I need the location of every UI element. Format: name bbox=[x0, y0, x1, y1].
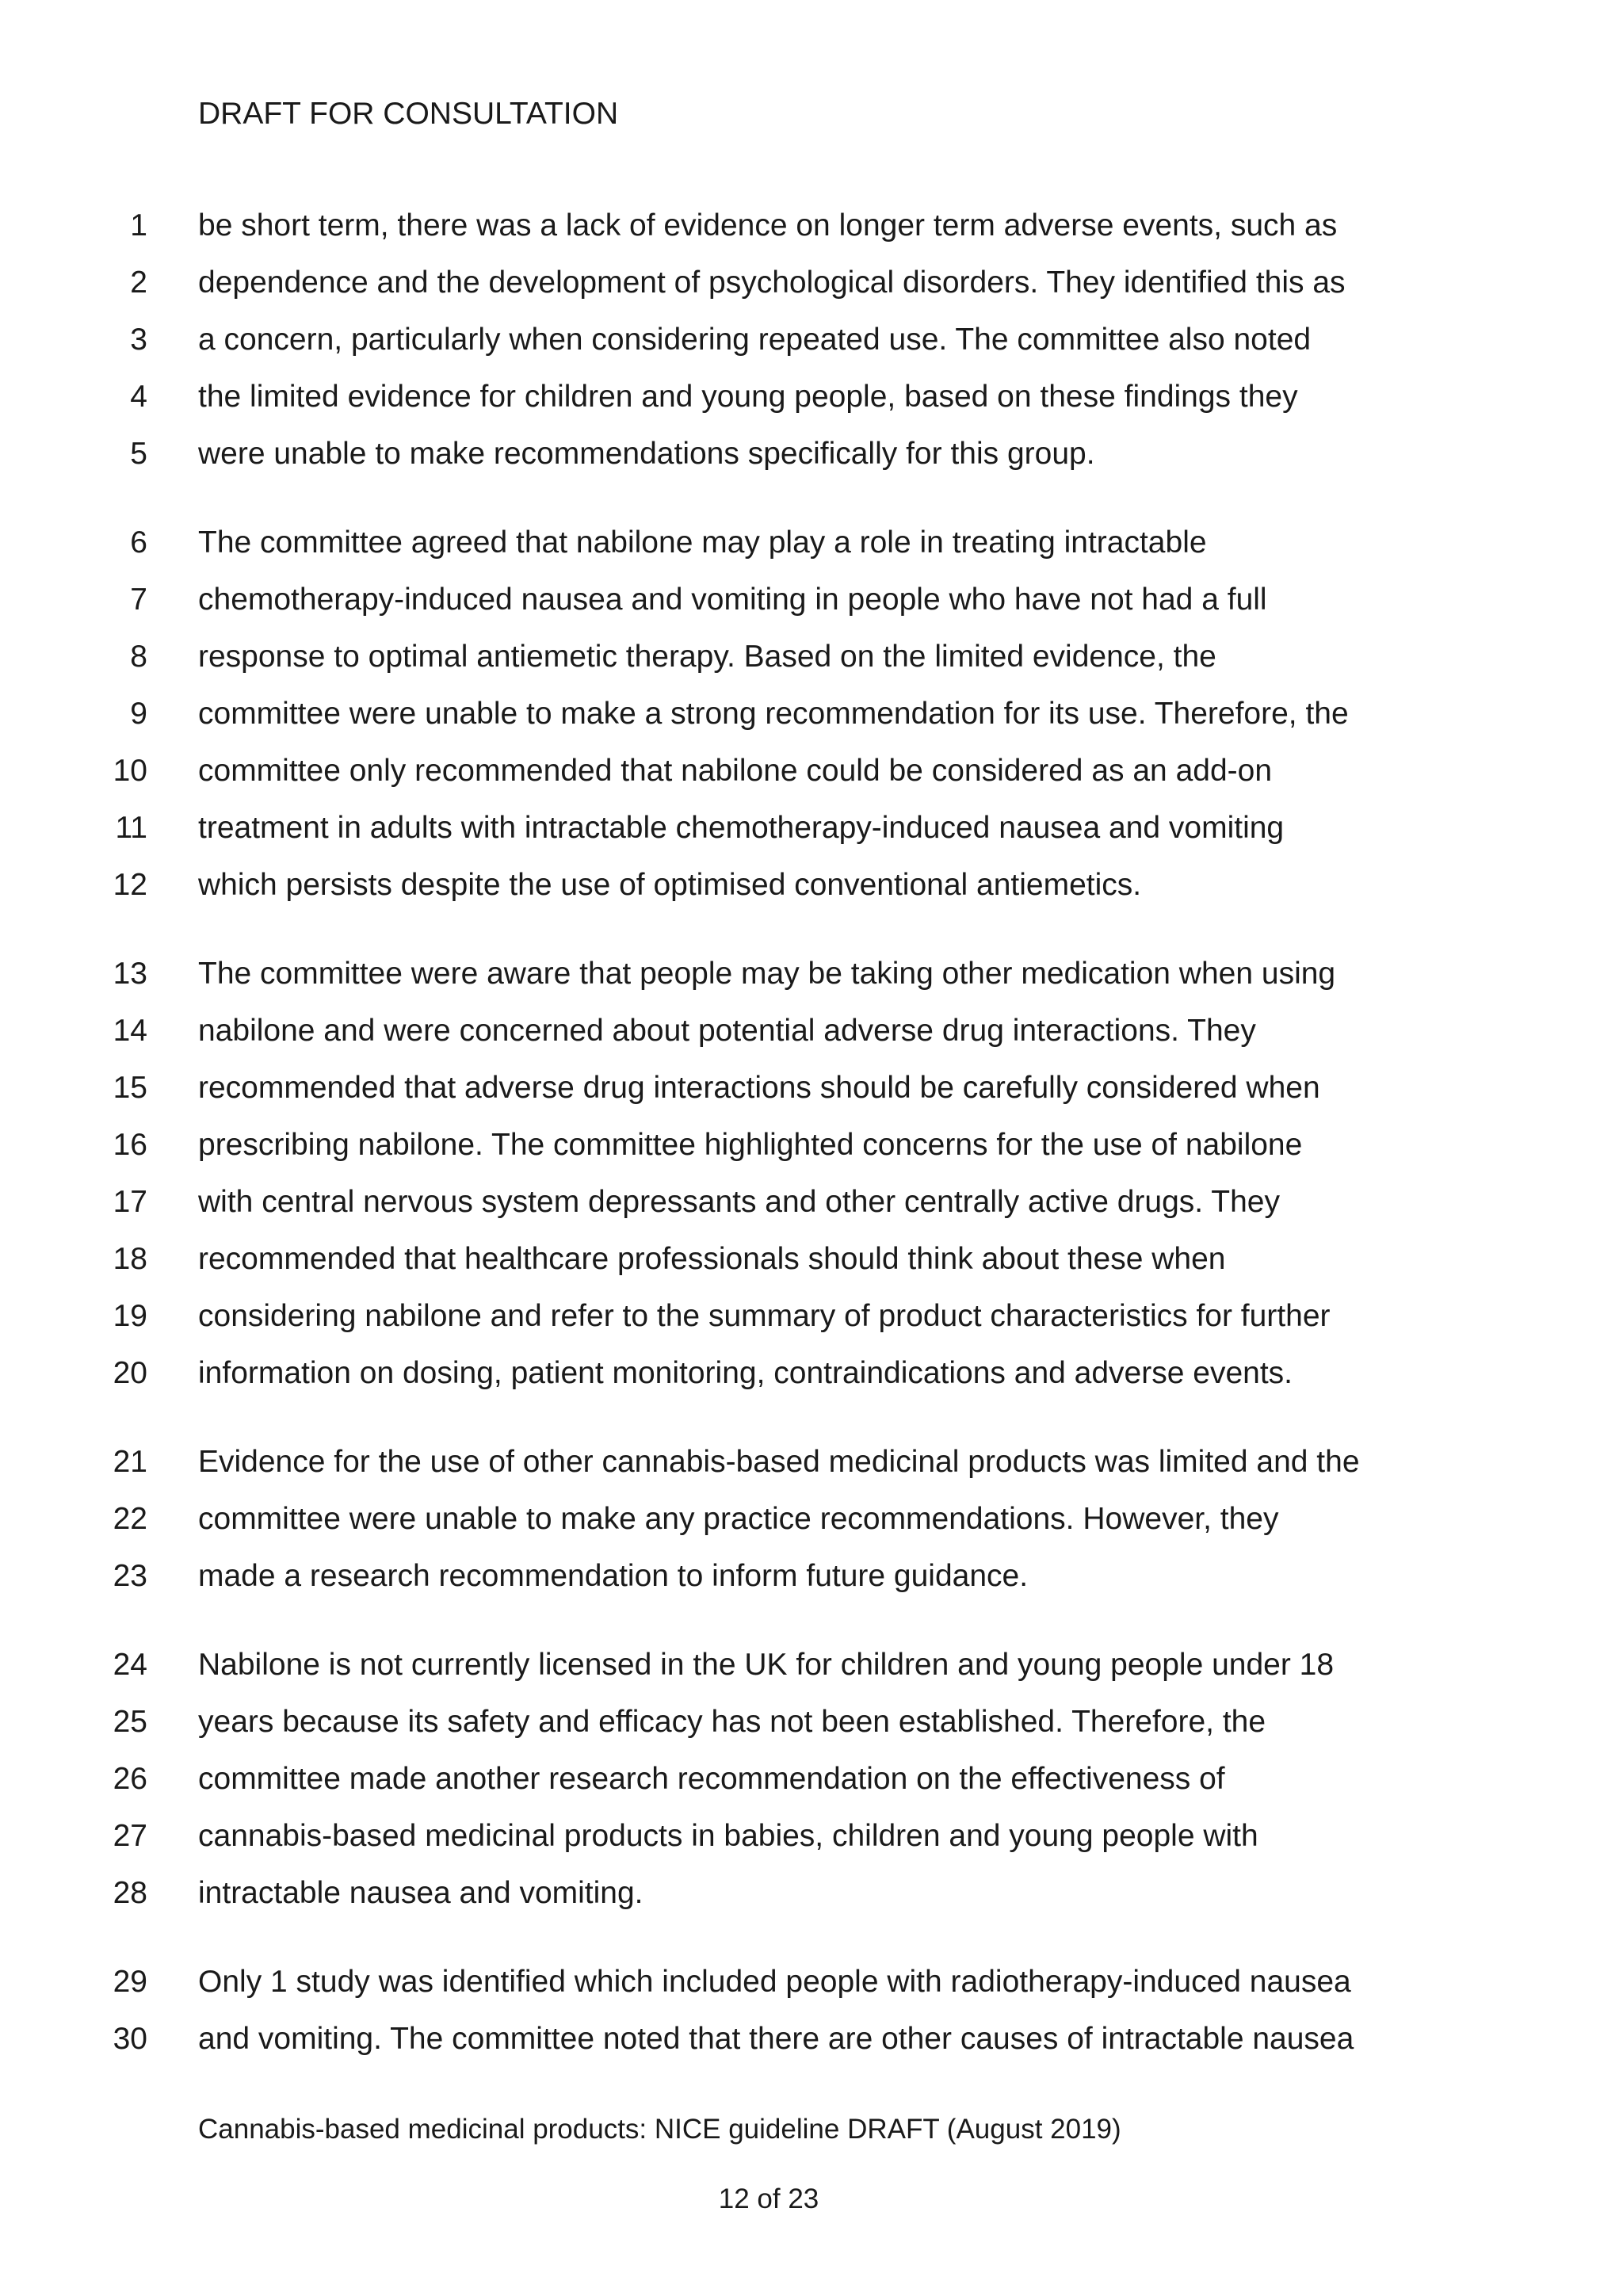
text-line bbox=[0, 1231, 1623, 1288]
line-text: response to optimal antiemetic therapy. Based on the limited evidence, the bbox=[198, 640, 1216, 674]
line-number: 19 bbox=[113, 1299, 147, 1333]
line-text: cannabis-based medicinal products in babies, children and young people with bbox=[198, 1819, 1258, 1853]
paragraph bbox=[0, 946, 1623, 1402]
line-number: 7 bbox=[130, 583, 147, 617]
text-line bbox=[0, 1117, 1623, 1174]
line-number: 20 bbox=[113, 1356, 147, 1390]
line-text: with central nervous system depressants and other centrally active drugs. They bbox=[198, 1185, 1280, 1219]
line-number: 23 bbox=[113, 1559, 147, 1593]
paragraph bbox=[0, 514, 1623, 914]
line-text: The committee were aware that people may be taking other medication when using bbox=[198, 957, 1336, 991]
line-text: were unable to make recommendations specifically for this group. bbox=[198, 437, 1095, 471]
line-number: 25 bbox=[113, 1705, 147, 1739]
paragraph bbox=[0, 1637, 1623, 1922]
line-number: 1 bbox=[130, 208, 147, 243]
line-text: chemotherapy-induced nausea and vomiting in people who have not had a full bbox=[198, 583, 1267, 617]
line-number: 17 bbox=[113, 1185, 147, 1219]
text-line bbox=[0, 743, 1623, 800]
text-line bbox=[0, 1694, 1623, 1751]
text-line bbox=[0, 857, 1623, 914]
line-text: committee were unable to make any practice recommendations. However, they bbox=[198, 1502, 1279, 1536]
line-number: 27 bbox=[113, 1819, 147, 1853]
line-number: 12 bbox=[113, 868, 147, 902]
line-number: 6 bbox=[130, 525, 147, 560]
text-line bbox=[0, 946, 1623, 1003]
line-text: committee were unable to make a strong recommendation for its use. Therefore, the bbox=[198, 697, 1349, 731]
line-number: 21 bbox=[113, 1445, 147, 1479]
line-text: Only 1 study was identified which included people with radiotherapy-induced nausea bbox=[198, 1965, 1351, 1999]
line-text: be short term, there was a lack of evidence on longer term adverse events, such as bbox=[198, 208, 1338, 243]
text-line bbox=[0, 1345, 1623, 1402]
text-line bbox=[0, 1288, 1623, 1345]
paragraph bbox=[0, 1434, 1623, 1605]
line-number: 30 bbox=[113, 2022, 147, 2056]
text-line bbox=[0, 369, 1623, 426]
line-number: 9 bbox=[130, 697, 147, 731]
line-text: considering nabilone and refer to the summary of product characteristics for further bbox=[198, 1299, 1331, 1333]
text-line bbox=[0, 254, 1623, 311]
text-line bbox=[0, 311, 1623, 369]
text-line bbox=[0, 1637, 1623, 1694]
text-line bbox=[0, 514, 1623, 571]
line-text: recommended that adverse drug interactions should be carefully considered when bbox=[198, 1071, 1320, 1105]
line-number: 22 bbox=[113, 1502, 147, 1536]
text-line bbox=[0, 1060, 1623, 1117]
document-header: DRAFT FOR CONSULTATION bbox=[198, 97, 619, 131]
line-number: 28 bbox=[113, 1876, 147, 1910]
text-line bbox=[0, 628, 1623, 686]
line-text: The committee agreed that nabilone may play a role in treating intractable bbox=[198, 525, 1207, 560]
line-text: intractable nausea and vomiting. bbox=[198, 1876, 643, 1910]
line-text: and vomiting. The committee noted that there are other causes of intractable nausea bbox=[198, 2022, 1354, 2056]
line-text: dependence and the development of psychological disorders. They identified this as bbox=[198, 266, 1346, 300]
text-line bbox=[0, 1003, 1623, 1060]
line-number: 29 bbox=[113, 1965, 147, 1999]
text-line bbox=[0, 800, 1623, 857]
text-line bbox=[0, 571, 1623, 628]
text-line bbox=[0, 686, 1623, 743]
line-number: 15 bbox=[113, 1071, 147, 1105]
text-line bbox=[0, 2011, 1623, 2068]
page-number: 12 of 23 bbox=[718, 2183, 819, 2214]
line-number: 3 bbox=[130, 323, 147, 357]
line-number: 26 bbox=[113, 1762, 147, 1796]
line-text: information on dosing, patient monitoring, contraindications and adverse events. bbox=[198, 1356, 1293, 1390]
line-number: 5 bbox=[130, 437, 147, 471]
line-number: 4 bbox=[130, 380, 147, 414]
line-text: the limited evidence for children and young people, based on these findings they bbox=[198, 380, 1298, 414]
text-line bbox=[0, 1954, 1623, 2011]
line-number: 13 bbox=[113, 957, 147, 991]
text-line bbox=[0, 1751, 1623, 1808]
line-text: Nabilone is not currently licensed in the UK for children and young people under 18 bbox=[198, 1648, 1335, 1682]
line-text: which persists despite the use of optimised conventional antiemetics. bbox=[198, 868, 1142, 902]
line-text: committee made another research recommendation on the effectiveness of bbox=[198, 1762, 1225, 1796]
text-line bbox=[0, 1174, 1623, 1231]
footer-title: Cannabis-based medicinal products: NICE guideline DRAFT (August 2019) bbox=[198, 2114, 1121, 2145]
line-number: 16 bbox=[113, 1128, 147, 1162]
text-line bbox=[0, 1491, 1623, 1548]
line-text: Evidence for the use of other cannabis-based medicinal products was limited and the bbox=[198, 1445, 1360, 1479]
line-number: 8 bbox=[130, 640, 147, 674]
line-text: recommended that healthcare professionals should think about these when bbox=[198, 1242, 1226, 1276]
line-text: treatment in adults with intractable chemotherapy-induced nausea and vomiting bbox=[198, 811, 1285, 845]
text-line bbox=[0, 1548, 1623, 1605]
text-line bbox=[0, 1434, 1623, 1491]
line-number: 18 bbox=[113, 1242, 147, 1276]
line-number: 2 bbox=[130, 266, 147, 300]
document-body bbox=[0, 197, 1623, 2099]
line-number: 14 bbox=[113, 1014, 147, 1048]
line-text: made a research recommendation to inform future guidance. bbox=[198, 1559, 1029, 1593]
paragraph bbox=[0, 1954, 1623, 2068]
text-line bbox=[0, 426, 1623, 483]
line-number: 11 bbox=[115, 811, 147, 845]
text-line bbox=[0, 197, 1623, 254]
line-text: committee only recommended that nabilone could be considered as an add-on bbox=[198, 754, 1273, 788]
line-text: years because its safety and efficacy has not been established. Therefore, the bbox=[198, 1705, 1266, 1739]
line-number: 10 bbox=[113, 754, 147, 788]
text-line bbox=[0, 1808, 1623, 1865]
paragraph bbox=[0, 197, 1623, 483]
line-text: a concern, particularly when considering repeated use. The committee also noted bbox=[198, 323, 1312, 357]
text-line bbox=[0, 1865, 1623, 1922]
line-number: 24 bbox=[113, 1648, 147, 1682]
line-text: prescribing nabilone. The committee highlighted concerns for the use of nabilone bbox=[198, 1128, 1303, 1162]
line-text: nabilone and were concerned about potential adverse drug interactions. They bbox=[198, 1014, 1256, 1048]
